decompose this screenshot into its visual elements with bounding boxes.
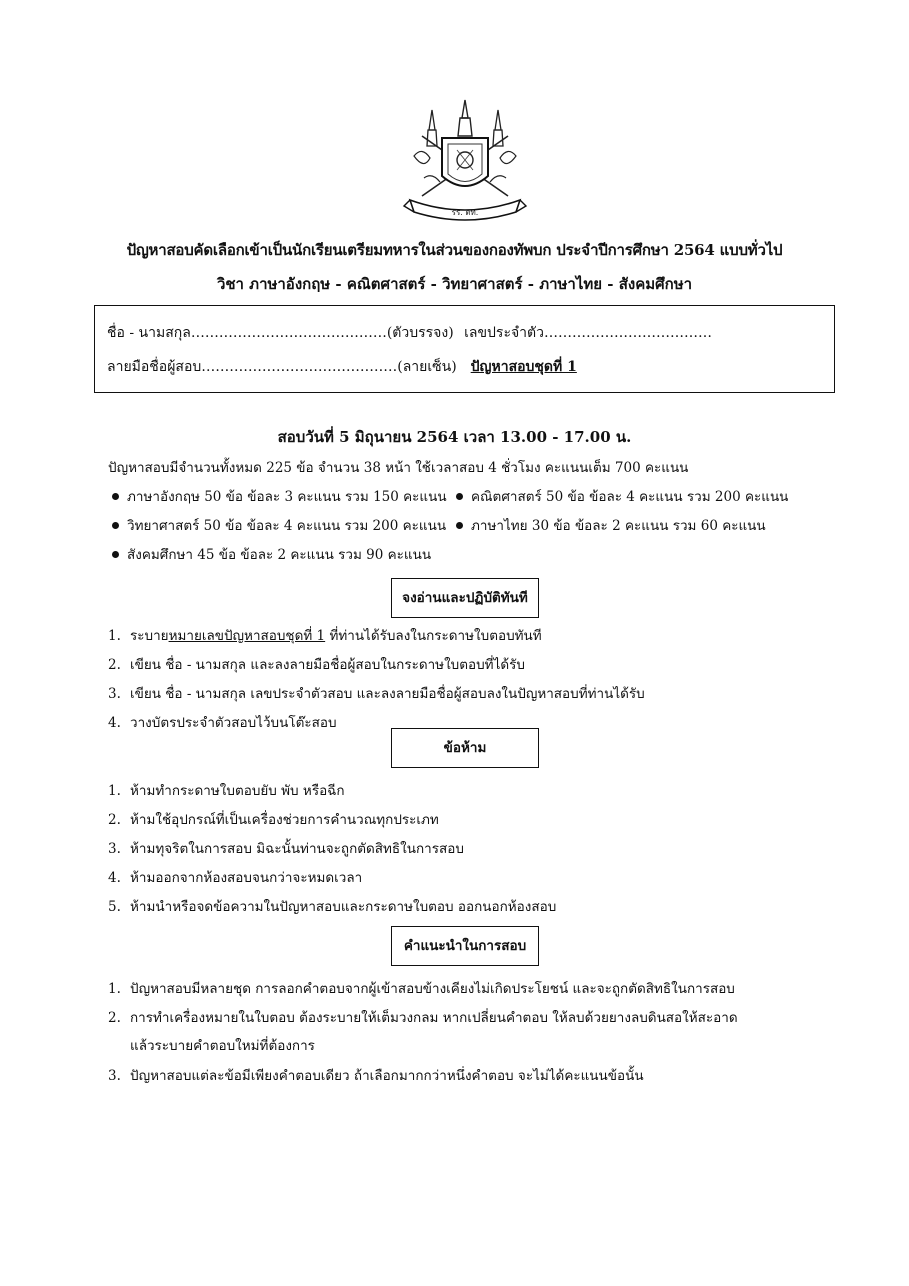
- subject-item: วิทยาศาสตร์ 50 ข้อ ข้อละ 4 คะแนน รวม 200 คะแนน: [112, 514, 446, 536]
- bullet-icon: [112, 493, 119, 500]
- bullet-icon: [112, 522, 119, 529]
- subject-item: คณิตศาสตร์ 50 ข้อ ข้อละ 4 คะแนน รวม 200 คะแนน: [456, 485, 788, 507]
- signature-row: [107, 356, 577, 378]
- list-item: 1. ระบายหมายเลขปัญหาสอบชุดที่ 1 ที่ท่านได้รับลงในกระดาษใบตอบทันที: [108, 628, 542, 644]
- list-item: 2. เขียน ชื่อ - นามสกุล และลงลายมือชื่อผู้สอบในกระดาษใบตอบที่ได้รับ: [108, 657, 525, 673]
- list-item: 4. วางบัตรประจำตัวสอบไว้บนโต๊ะสอบ: [108, 715, 337, 731]
- subject-item: สังคมศึกษา 45 ข้อ ข้อละ 2 คะแนน รวม 90 คะแนน: [112, 543, 431, 565]
- bullet-icon: [456, 522, 463, 529]
- prohibitions-heading: ข้อห้าม: [391, 728, 539, 768]
- bullet-icon: [112, 551, 119, 558]
- subject-item: ภาษาไทย 30 ข้อ ข้อละ 2 คะแนน รวม 60 คะแนน: [456, 514, 766, 536]
- list-item: 1. ห้ามทำกระดาษใบตอบยับ พับ หรือฉีก: [108, 783, 345, 799]
- list-item: 3. เขียน ชื่อ - นามสกุล เลขประจำตัวสอบ และลงลายมือชื่อผู้สอบลงในปัญหาสอบที่ท่านได้รับ: [108, 686, 645, 702]
- exam-summary: ปัญหาสอบมีจำนวนทั้งหมด 225 ข้อ จำนวน 38 หน้า ใช้เวลาสอบ 4 ชั่วโมง คะแนนเต็ม 700 คะแนน: [108, 460, 689, 476]
- list-item: 2. ห้ามใช้อุปกรณ์ที่เป็นเครื่องช่วยการคำนวณทุกประเภท: [108, 812, 439, 828]
- id-label: เลขประจำตัว: [464, 325, 544, 341]
- list-item: 3. ห้ามทุจริตในการสอบ มิฉะนั้นท่านจะถูกตัดสิทธิในการสอบ: [108, 841, 464, 857]
- subject-item: ภาษาอังกฤษ 50 ข้อ ข้อละ 3 คะแนน รวม 150 คะแนน: [112, 485, 447, 507]
- list-item: 2. การทำเครื่องหมายในใบตอบ ต้องระบายให้เต็มวงกลม หากเปลี่ยนคำตอบ ให้ลบด้วยยางลบดินสอให้สะอาด: [108, 1010, 738, 1026]
- advice-heading: คำแนะนำในการสอบ: [391, 926, 539, 966]
- signature-label: ลายมือชื่อผู้สอบ: [107, 359, 202, 375]
- name-note: (ตัวบรรจง): [386, 325, 454, 341]
- candidate-info-box: [94, 305, 835, 393]
- exam-title: ปัญหาสอบคัดเลือกเข้าเป็นนักเรียนเตรียมทหารในส่วนของกองทัพบก ประจำปีการศึกษา 2564 แบบทั่วไป: [126, 241, 783, 259]
- list-item: 1. ปัญหาสอบมีหลายชุด การลอกคำตอบจากผู้เข้าสอบข้างเคียงไม่เกิดประโยชน์ และจะถูกตัดสิทธิในการสอบ: [108, 981, 735, 997]
- list-item-continuation: แล้วระบายคำตอบใหม่ที่ต้องการ: [130, 1038, 315, 1054]
- svg-text:รร. ตท.: รร. ตท.: [451, 208, 479, 217]
- exam-subjects-title: วิชา ภาษาอังกฤษ - คณิตศาสตร์ - วิทยาศาสตร์ - ภาษาไทย - สังคมศึกษา: [216, 275, 693, 293]
- list-item: 4. ห้ามออกจากห้องสอบจนกว่าจะหมดเวลา: [108, 870, 363, 886]
- id-blank[interactable]: ………………………………: [544, 325, 712, 341]
- instructions-heading: จงอ่านและปฏิบัติทันที: [391, 578, 539, 618]
- list-item: 5. ห้ามนำหรือจดข้อความในปัญหาสอบและกระดาษใบตอบ ออกนอกห้องสอบ: [108, 899, 557, 915]
- school-emblem: [402, 96, 528, 224]
- name-row: [107, 322, 712, 344]
- bullet-icon: [456, 493, 463, 500]
- signature-note: (ลายเซ็น): [397, 359, 457, 375]
- list-item: 3. ปัญหาสอบแต่ละข้อมีเพียงคำตอบเดียว ถ้าเลือกมากกว่าหนึ่งคำตอบ จะไม่ได้คะแนนข้อนั้น: [108, 1068, 644, 1084]
- exam-set-label: ปัญหาสอบชุดที่ 1: [470, 359, 577, 375]
- signature-blank[interactable]: ……………………………………: [201, 359, 398, 375]
- exam-date: สอบวันที่ 5 มิถุนายน 2564 เวลา 13.00 - 17.00 น.: [277, 428, 632, 446]
- name-label: ชื่อ - นามสกุล: [107, 325, 191, 341]
- name-blank[interactable]: ……………………………………: [190, 325, 387, 341]
